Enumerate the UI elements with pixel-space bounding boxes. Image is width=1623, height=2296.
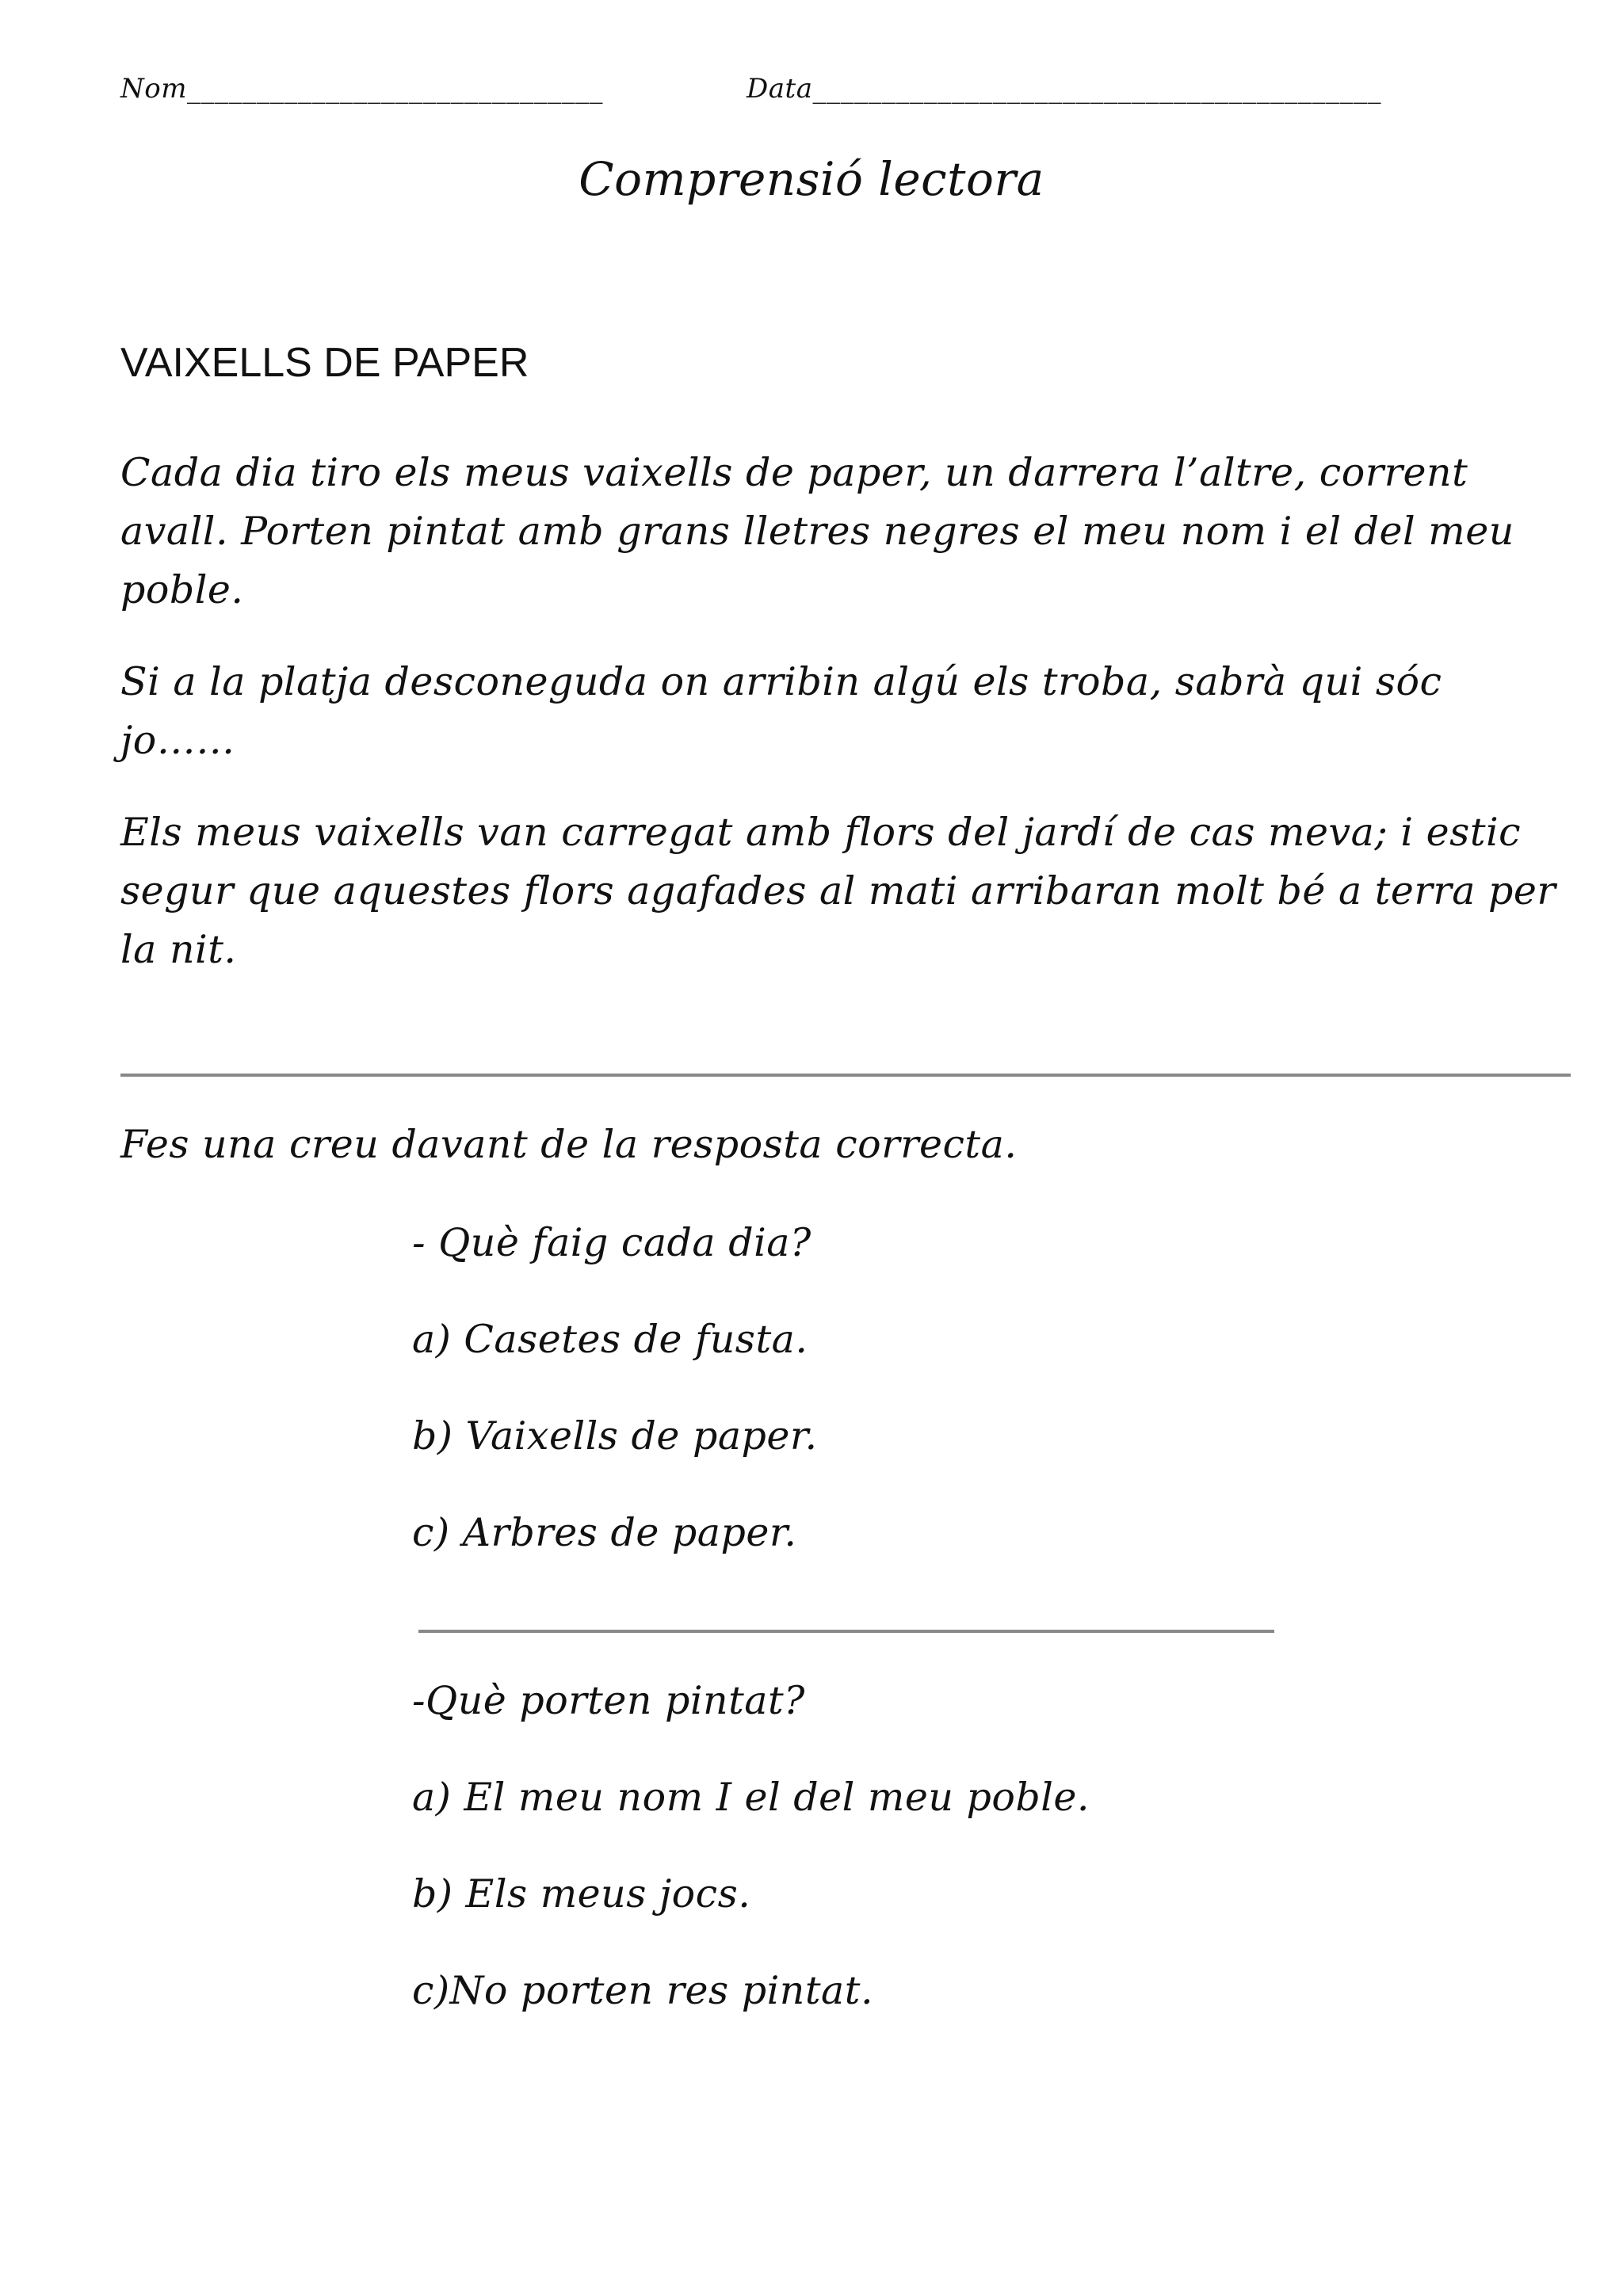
question-1-option-b[interactable]: b) Vaixells de paper. — [412, 1413, 818, 1459]
section-divider — [120, 1074, 1571, 1077]
question-2-option-c[interactable]: c)No porten res pintat. — [412, 1968, 874, 2013]
story-paragraph-3: Els meus vaixells van carregat amb flors del jardí de cas meva; i estic segur que aquestes flors agafades al mati arribaran molt bé a terra per la nit. — [120, 810, 1556, 972]
question-2-option-b[interactable]: b) Els meus jocs. — [412, 1871, 751, 1917]
story-title: VAIXELLS DE PAPER — [120, 340, 529, 386]
header — [120, 73, 1547, 113]
name-field-label: Nom______________________________ — [120, 73, 603, 105]
story-paragraph-1: Cada dia tiro els meus vaixells de paper, un darrera l’altre, corrent avall. Porten pintat amb grans lletres negres el meu nom i el del meu poble. — [120, 450, 1514, 612]
page-title: Comprensió lectora — [579, 152, 1044, 206]
question-1: - Què faig cada dia? — [412, 1220, 812, 1265]
date-field-label: Data_________________________________________ — [747, 73, 1381, 105]
exercise-instruction: Fes una creu davant de la resposta correcta. — [120, 1122, 1018, 1167]
question-divider — [418, 1630, 1274, 1633]
question-1-option-a[interactable]: a) Casetes de fusta. — [412, 1317, 808, 1362]
question-2-option-a[interactable]: a) El meu nom I el del meu poble. — [412, 1775, 1090, 1820]
question-2: -Què porten pintat? — [412, 1678, 805, 1723]
question-1-option-c[interactable]: c) Arbres de paper. — [412, 1510, 797, 1555]
story-paragraph-2: Si a la platja desconeguda on arribin algú els troba, sabrà qui sóc jo…… — [120, 659, 1442, 763]
